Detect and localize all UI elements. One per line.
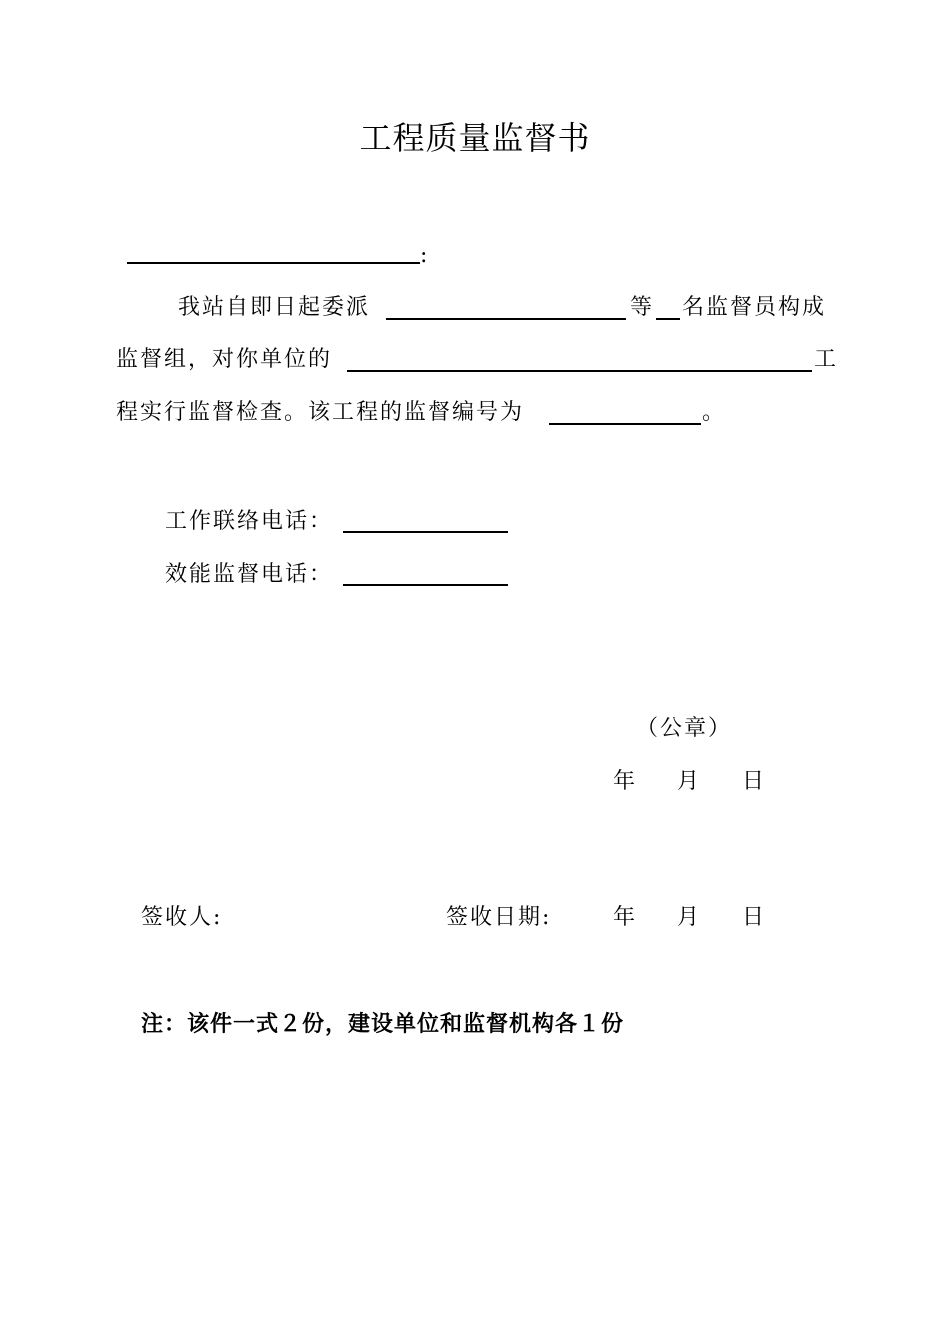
efficiency-phone-blank (343, 584, 508, 586)
work-phone-blank (343, 531, 508, 533)
receive-date-day: 日 (742, 905, 767, 930)
document-title: 工程质量监督书 (359, 119, 591, 157)
issue-date-day: 日 (742, 769, 767, 794)
issue-date-year: 年 (613, 769, 638, 794)
para1-text-deng: 等 (630, 295, 655, 320)
para3-text-end: 。 (702, 400, 727, 425)
supervisor-names-blank (386, 318, 626, 320)
addressee-colon: : (420, 243, 430, 268)
issue-date-month: 月 (677, 769, 702, 794)
para2-text-end: 工 (814, 347, 839, 372)
receive-date-year: 年 (613, 905, 638, 930)
efficiency-phone-label: 效能监督电话： (165, 562, 334, 587)
work-phone-label: 工作联络电话： (165, 509, 334, 534)
addressee-blank-line (127, 262, 420, 264)
footnote: 注：该件一式２份，建设单位和监督机构各１份 (141, 1012, 625, 1037)
receiver-label: 签收人: (141, 905, 223, 930)
receive-date-label: 签收日期: (446, 905, 552, 930)
supervisor-count-blank (656, 318, 680, 320)
supervision-number-blank (549, 423, 701, 425)
para3-text-start: 程实行监督检查。该工程的监督编号为 (116, 400, 525, 425)
para1-text-start: 我站自即日起委派 (178, 295, 371, 320)
para1-text-end: 名监督员构成 (682, 295, 827, 320)
official-seal-label: （公章） (636, 716, 733, 741)
project-name-blank (347, 370, 812, 372)
para2-text-start: 监督组，对你单位的 (116, 347, 333, 372)
receive-date-month: 月 (677, 905, 702, 930)
